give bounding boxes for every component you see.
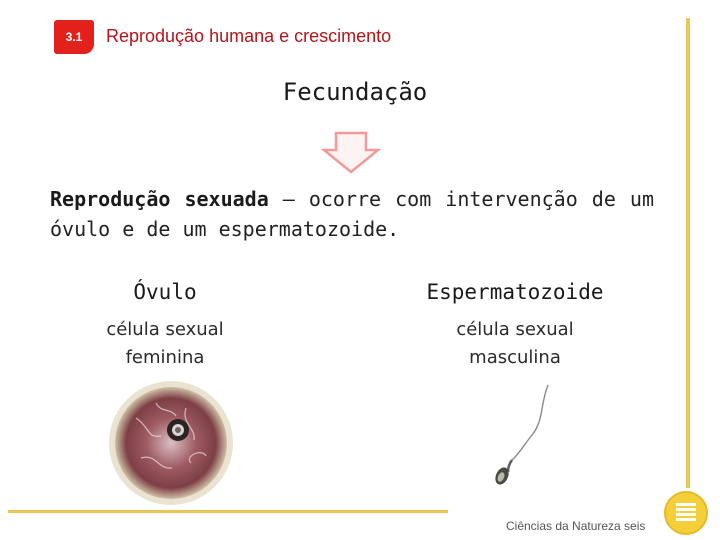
ovum-heading: Óvulo bbox=[133, 280, 197, 304]
sperm-column bbox=[395, 280, 635, 372]
sperm-desc-line2: masculina bbox=[469, 347, 561, 368]
topic-title: Reprodução humana e crescimento bbox=[106, 26, 392, 46]
ovum-column bbox=[70, 280, 260, 372]
sperm-image bbox=[478, 380, 558, 490]
ovum-image bbox=[106, 378, 236, 508]
horizontal-divider bbox=[8, 510, 448, 513]
down-arrow-icon bbox=[320, 130, 382, 176]
sperm-heading: Espermatozoide bbox=[426, 280, 604, 304]
section-badge: 3.1 bbox=[54, 20, 94, 54]
description-text: – ocorre com intervenção de um óvulo e de um espermatozoide. bbox=[50, 187, 654, 241]
sperm-desc-line1: célula sexual bbox=[456, 319, 574, 340]
footer-text: Ciências da Natureza seis bbox=[506, 519, 646, 533]
page-title-text: Fecundação bbox=[282, 78, 428, 106]
ovum-desc-line2: feminina bbox=[125, 347, 205, 368]
description-term: Reprodução sexuada bbox=[50, 187, 269, 211]
publisher-logo bbox=[660, 490, 712, 536]
page-title bbox=[0, 78, 720, 106]
description bbox=[50, 184, 654, 244]
ovum-desc-line1: célula sexual bbox=[106, 319, 224, 340]
